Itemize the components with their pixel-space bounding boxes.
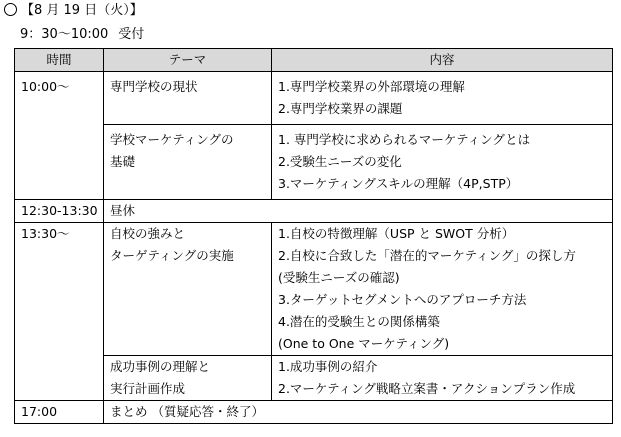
theme-line: 専門学校の現状 — [110, 79, 198, 94]
time-cell: 17:00 — [15, 401, 104, 424]
reception-line — [20, 27, 154, 43]
content-line: 2.専門学校業界の課題 — [278, 101, 403, 116]
theme-cell — [104, 200, 613, 223]
content-cell — [272, 72, 613, 125]
content-line: 4.潜在的受験生との関係構築 — [278, 314, 440, 329]
theme-cell — [104, 356, 272, 401]
theme-line: 昼休 — [110, 203, 136, 218]
theme-line: 自校の強みと — [110, 226, 186, 241]
content-line: 2.マーケティング戦略立案書・アクションプラン作成 — [278, 381, 576, 396]
theme-line: 学校マーケティングの — [110, 132, 234, 147]
content-cell — [272, 356, 613, 401]
table-row — [15, 200, 613, 223]
content-line: 3.ターゲットセグメントへのアプローチ方法 — [278, 292, 527, 307]
table-row — [15, 72, 613, 125]
content-line: 3.マーケティングスキルの理解（4P,STP） — [278, 176, 519, 191]
content-line: 1.成功事例の紹介 — [278, 359, 378, 374]
reception-time: 9：30〜10:00 — [20, 27, 109, 42]
table-row — [15, 125, 613, 200]
column-header-content: 内容 — [272, 49, 613, 72]
theme-cell — [104, 125, 272, 200]
content-line: (受験生ニーズの確認) — [278, 270, 400, 285]
date-text: 【8 月 19 日（火）】 — [21, 3, 143, 18]
theme-cell — [104, 401, 613, 424]
schedule-table — [14, 48, 613, 424]
content-line: 1. 専門学校に求められるマーケティングとは — [278, 132, 531, 147]
content-line: (One to One マーケティング) — [278, 336, 450, 351]
column-header-theme: テーマ — [104, 49, 272, 72]
time-cell: 13:30〜 — [15, 223, 104, 401]
table-row — [15, 223, 613, 356]
table-row — [15, 356, 613, 401]
content-line: 1.自校の特徴理解（USP と SWOT 分析） — [278, 226, 515, 241]
reception-label: 受付 — [118, 27, 145, 42]
time-cell: 12:30-13:30 — [15, 200, 104, 223]
content-cell — [272, 223, 613, 356]
theme-line: ターゲティングの実施 — [110, 248, 234, 263]
date-heading — [4, 3, 143, 19]
theme-cell — [104, 72, 272, 125]
content-line: 1.専門学校業界の外部環境の理解 — [278, 79, 465, 94]
content-line: 2.自校に合致した「潜在的マーケティング」の探し方 — [278, 248, 576, 263]
time-cell: 10:00〜 — [15, 72, 104, 200]
table-header-row — [15, 49, 613, 72]
theme-line: 成功事例の理解と — [110, 359, 211, 374]
circle-bullet-icon — [4, 3, 17, 16]
column-header-time: 時間 — [15, 49, 104, 72]
table-row — [15, 401, 613, 424]
theme-cell — [104, 223, 272, 356]
theme-line: まとめ （質疑応答・終了） — [110, 404, 264, 419]
content-line: 2.受験生ニーズの変化 — [278, 154, 402, 169]
theme-line: 基礎 — [110, 154, 136, 169]
theme-line: 実行計画作成 — [110, 381, 186, 396]
content-cell — [272, 125, 613, 200]
